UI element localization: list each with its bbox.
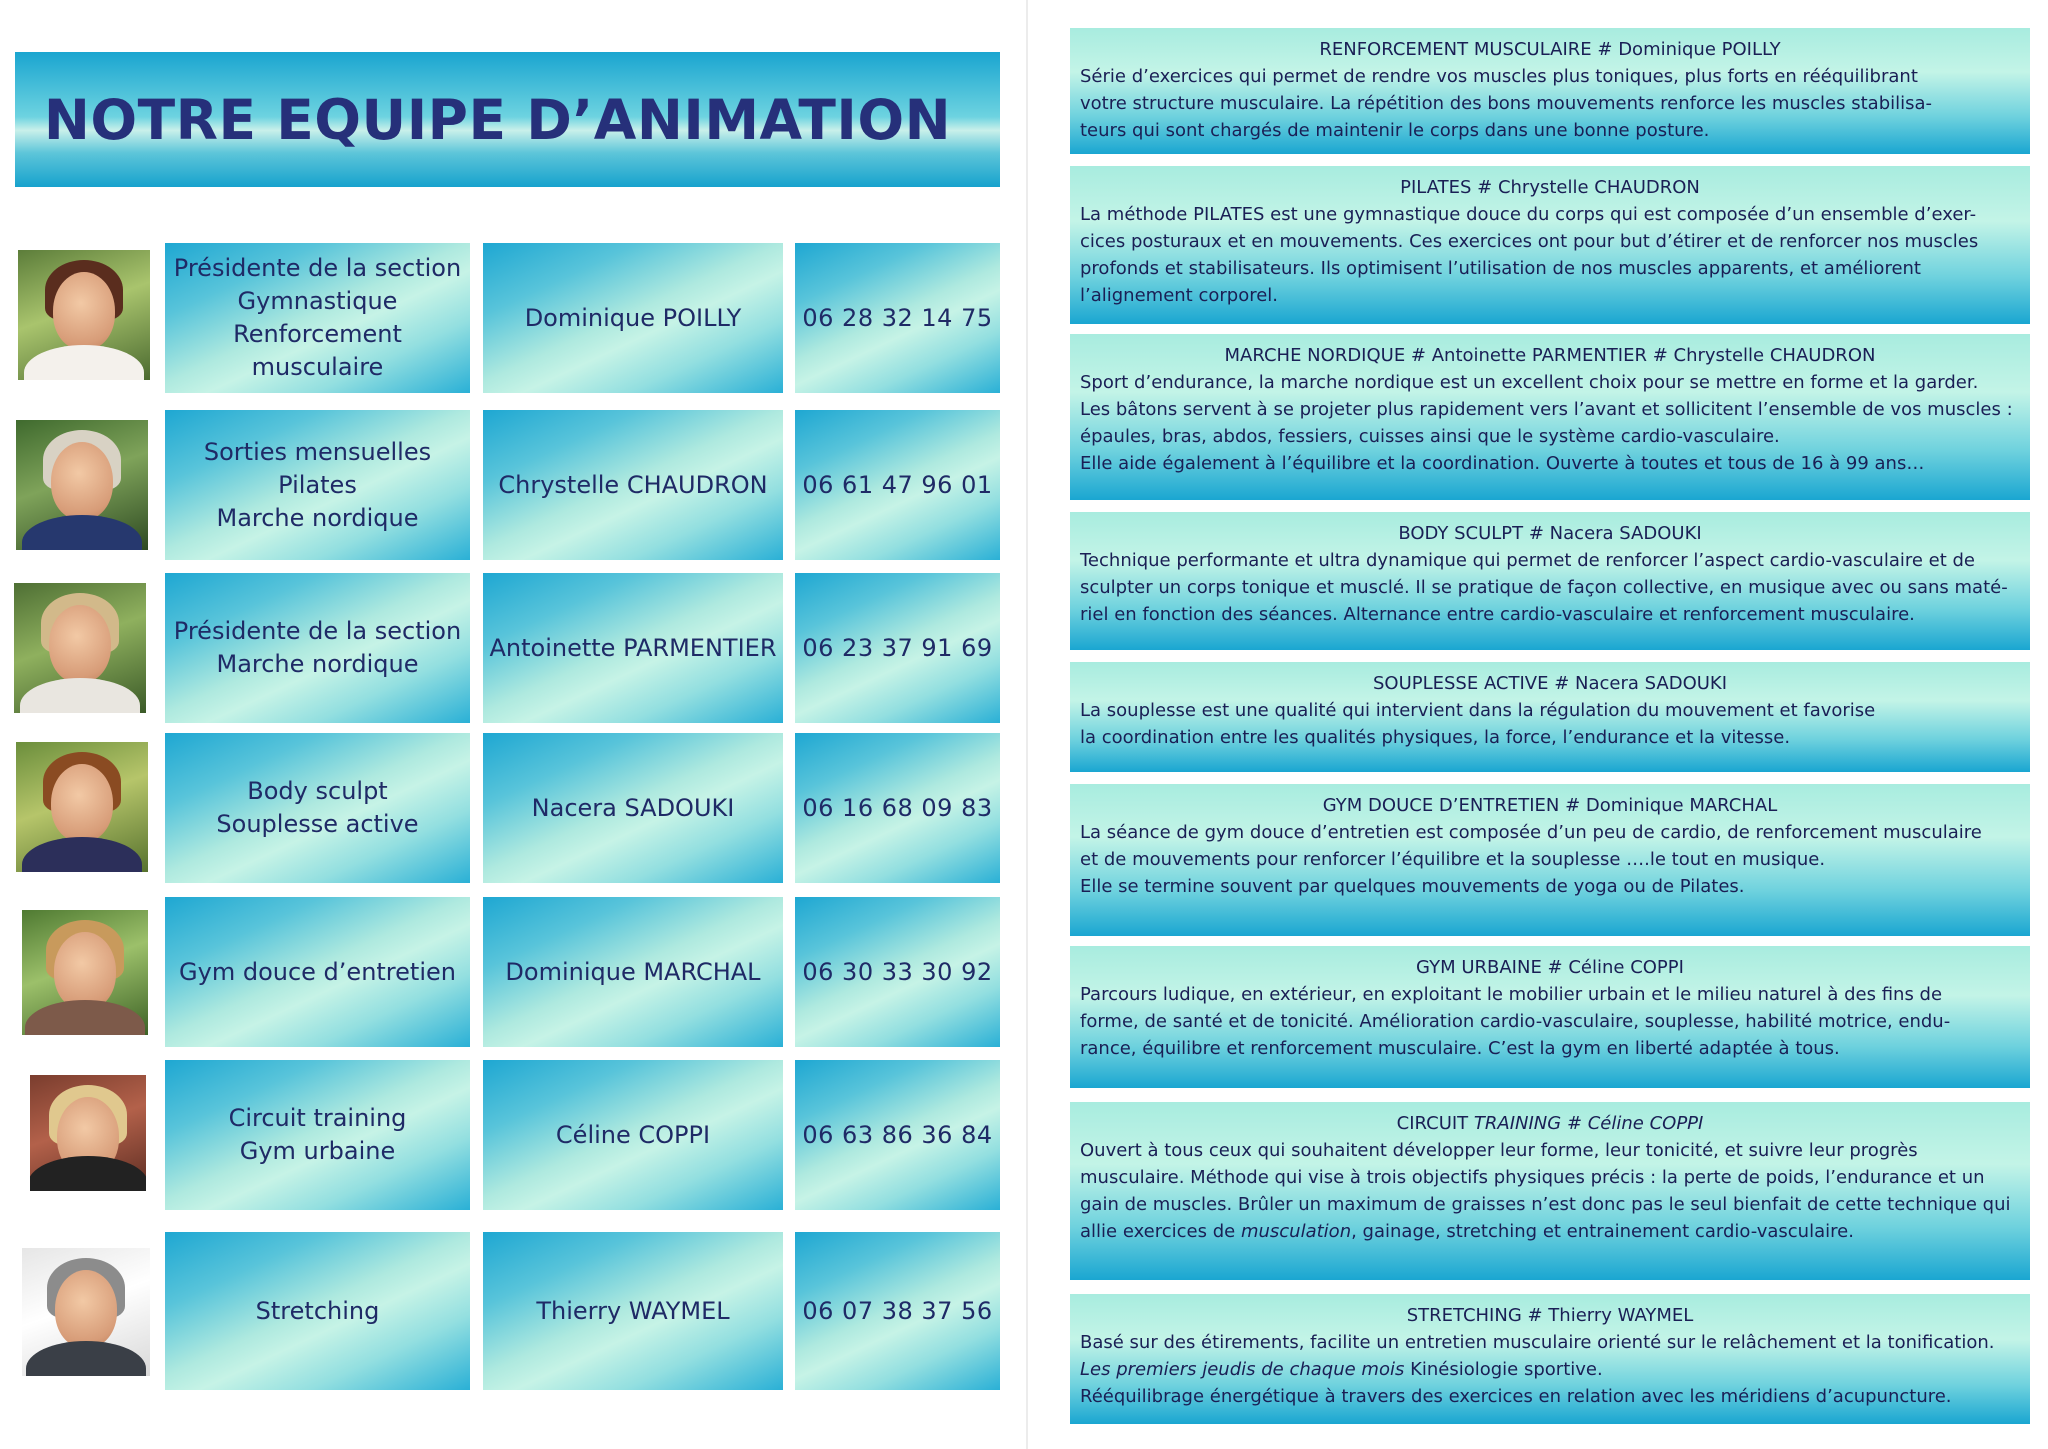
activity-heading: CIRCUIT TRAINING # Céline COPPI: [1396, 1113, 1704, 1134]
activity-heading: SOUPLESSE ACTIVE # Nacera SADOUKI: [1372, 673, 1728, 694]
role-cell: [165, 1060, 470, 1210]
activity-text: Basé sur des étirements, facilite un entretien musculaire orienté sur le relâchement et la tonification. Les premiers jeudis de chaque mois Kinésiologie sportive. Rééquilibrage énergétique à travers des exercices en relation avec les méridiens d’acupuncture.: [1080, 1332, 1995, 1407]
role-cell: [165, 243, 470, 393]
activity-heading: GYM URBAINE # Céline COPPI: [1416, 957, 1684, 978]
phone-number: 06 07 38 37 56: [802, 1296, 993, 1325]
role-text: Circuit training Gym urbaine: [228, 1104, 407, 1165]
activity-text: La souplesse est une qualité qui intervient dans la régulation du mouvement et favorise la coordination entre les qualités physiques, la force, l’endurance et la vitesse.: [1080, 700, 1876, 748]
role-cell: [165, 410, 470, 560]
role-cell: [165, 897, 470, 1047]
role-text: Présidente de la section Marche nordique: [173, 617, 462, 678]
name-cell: [483, 1232, 783, 1390]
activity-heading: PILATES # Chrystelle CHAUDRON: [1400, 177, 1700, 198]
member-name: Dominique MARCHAL: [505, 957, 761, 986]
phone-number: 06 28 32 14 75: [802, 303, 993, 332]
activity-text: Technique performante et ultra dynamique qui permet de renforcer l’aspect cardio-vasculaire et de sculpter un corps tonique et musclé. Il se pratique de façon collective, en musique avec ou sans maté- riel en fonction des séances. Alternance entre cardio-vasculaire et renforcement musculaire.: [1080, 550, 2008, 625]
phone-cell: [795, 733, 1000, 883]
member-name: Thierry WAYMEL: [536, 1296, 730, 1325]
portrait-photo: [16, 420, 148, 550]
activity-text: Sport d’endurance, la marche nordique est un excellent choix pour se mettre en forme et la garder. Les bâtons servent à se projeter plus rapidement vers l’avant et sollicitent l’ensemble de vos muscles : épaules, bras, abdos, fessiers, cuisses ainsi que le système cardio-vasculaire. Elle aide également à l’équilibre et la coordination. Ouverte à toutes et tous de 16 à 99 ans…: [1080, 372, 2013, 474]
name-cell: [483, 243, 783, 393]
name-cell: [483, 1060, 783, 1210]
activity-renforcement: [1070, 28, 2030, 154]
activity-pilates: [1070, 166, 2030, 324]
activity-souplesse-active: [1070, 662, 2030, 772]
activity-text: Série d’exercices qui permet de rendre vos muscles plus toniques, plus forts en rééquilibrant votre structure musculaire. La répétition des bons mouvements renforce les muscles stabilisa- teurs qui sont chargés de maintenir le corps dans une bonne posture.: [1080, 66, 1933, 141]
member-name: Céline COPPI: [555, 1120, 711, 1149]
name-cell: [483, 897, 783, 1047]
activity-gym-urbaine: [1070, 946, 2030, 1088]
activity-heading: STRETCHING # Thierry WAYMEL: [1406, 1305, 1694, 1326]
portrait-photo: [22, 1248, 150, 1376]
activity-heading: GYM DOUCE D’ENTRETIEN # Dominique MARCHAL: [1322, 795, 1778, 816]
role-text: Body sculpt Souplesse active: [216, 777, 419, 838]
activity-heading: RENFORCEMENT MUSCULAIRE # Dominique POILLY: [1319, 39, 1781, 60]
portrait-photo: [16, 742, 148, 872]
activity-stretching: [1070, 1294, 2030, 1424]
member-name: Dominique POILLY: [524, 303, 742, 332]
activity-gym-douce: [1070, 784, 2030, 936]
name-cell: [483, 573, 783, 723]
portrait-photo: [14, 583, 146, 713]
activity-circuit-training: [1070, 1102, 2030, 1280]
activity-marche-nordique: [1070, 334, 2030, 500]
activity-text: Ouvert à tous ceux qui souhaitent développer leur forme, leur tonicité, et suivre leur progrès musculaire. Méthode qui vise à trois objectifs physiques précis : la perte de poids, l’endurance et un gain de muscles. Brûler un maximum de graisses n’est donc pas le seul bienfait de cette technique qui allie exercices de musculation, gainage, stretching et entrainement cardio-vasculaire.: [1080, 1140, 2011, 1242]
phone-cell: [795, 410, 1000, 560]
role-cell: [165, 573, 470, 723]
title-banner: [15, 52, 1000, 187]
phone-number: 06 16 68 09 83: [802, 793, 993, 822]
activity-text: La séance de gym douce d’entretien est composée d’un peu de cardio, de renforcement musculaire et de mouvements pour renforcer l’équilibre et la souplesse ….le tout en musique. Elle se termine souvent par quelques mouvements de yoga ou de Pilates.: [1080, 822, 1982, 897]
member-name: Antoinette PARMENTIER: [489, 633, 777, 662]
portrait-photo: [18, 250, 150, 380]
role-text: Gym douce d’entretien: [179, 957, 456, 986]
activity-text: Parcours ludique, en extérieur, en exploitant le mobilier urbain et le milieu naturel à des fins de forme, de santé et de tonicité. Amélioration cardio-vasculaire, souplesse, habilité motrice, endu- rance, équilibre et renforcement musculaire. C’est la gym en liberté adaptée à tous.: [1080, 984, 1951, 1059]
member-name: Chrystelle CHAUDRON: [498, 470, 768, 499]
portrait-photo: [22, 910, 148, 1035]
phone-number: 06 23 37 91 69: [802, 633, 993, 662]
activity-body-sculpt: [1070, 512, 2030, 650]
phone-number: 06 30 33 30 92: [802, 957, 993, 986]
phone-cell: [795, 897, 1000, 1047]
phone-number: 06 63 86 36 84: [802, 1120, 993, 1149]
name-cell: [483, 733, 783, 883]
phone-cell: [795, 243, 1000, 393]
phone-cell: [795, 1232, 1000, 1390]
activity-heading: MARCHE NORDIQUE # Antoinette PARMENTIER # Chrystelle CHAUDRON: [1224, 345, 1876, 366]
phone-cell: [795, 573, 1000, 723]
activity-heading: BODY SCULPT # Nacera SADOUKI: [1398, 523, 1702, 544]
activity-text: La méthode PILATES est une gymnastique douce du corps qui est composée d’un ensemble d’exer- cices posturaux et en mouvements. Ces exercices ont pour but d’étirer et de renforcer nos muscles profonds et stabilisateurs. Ils optimisent l’utilisation de nos muscles apparents, et améliorent l’alignement corporel.: [1080, 204, 1979, 306]
name-cell: [483, 410, 783, 560]
phone-cell: [795, 1060, 1000, 1210]
role-text: Stretching: [255, 1296, 380, 1325]
page-title: NOTRE EQUIPE D’ANIMATION: [43, 87, 952, 152]
page-fold: [1026, 0, 1028, 1449]
role-text: Présidente de la section Gymnastique Renforcement musculaire: [173, 254, 462, 381]
role-cell: [165, 733, 470, 883]
role-cell: [165, 1232, 470, 1390]
phone-number: 06 61 47 96 01: [802, 470, 993, 499]
portrait-photo: [30, 1075, 146, 1191]
member-name: Nacera SADOUKI: [531, 793, 735, 822]
role-text: Sorties mensuelles Pilates Marche nordique: [203, 437, 432, 532]
